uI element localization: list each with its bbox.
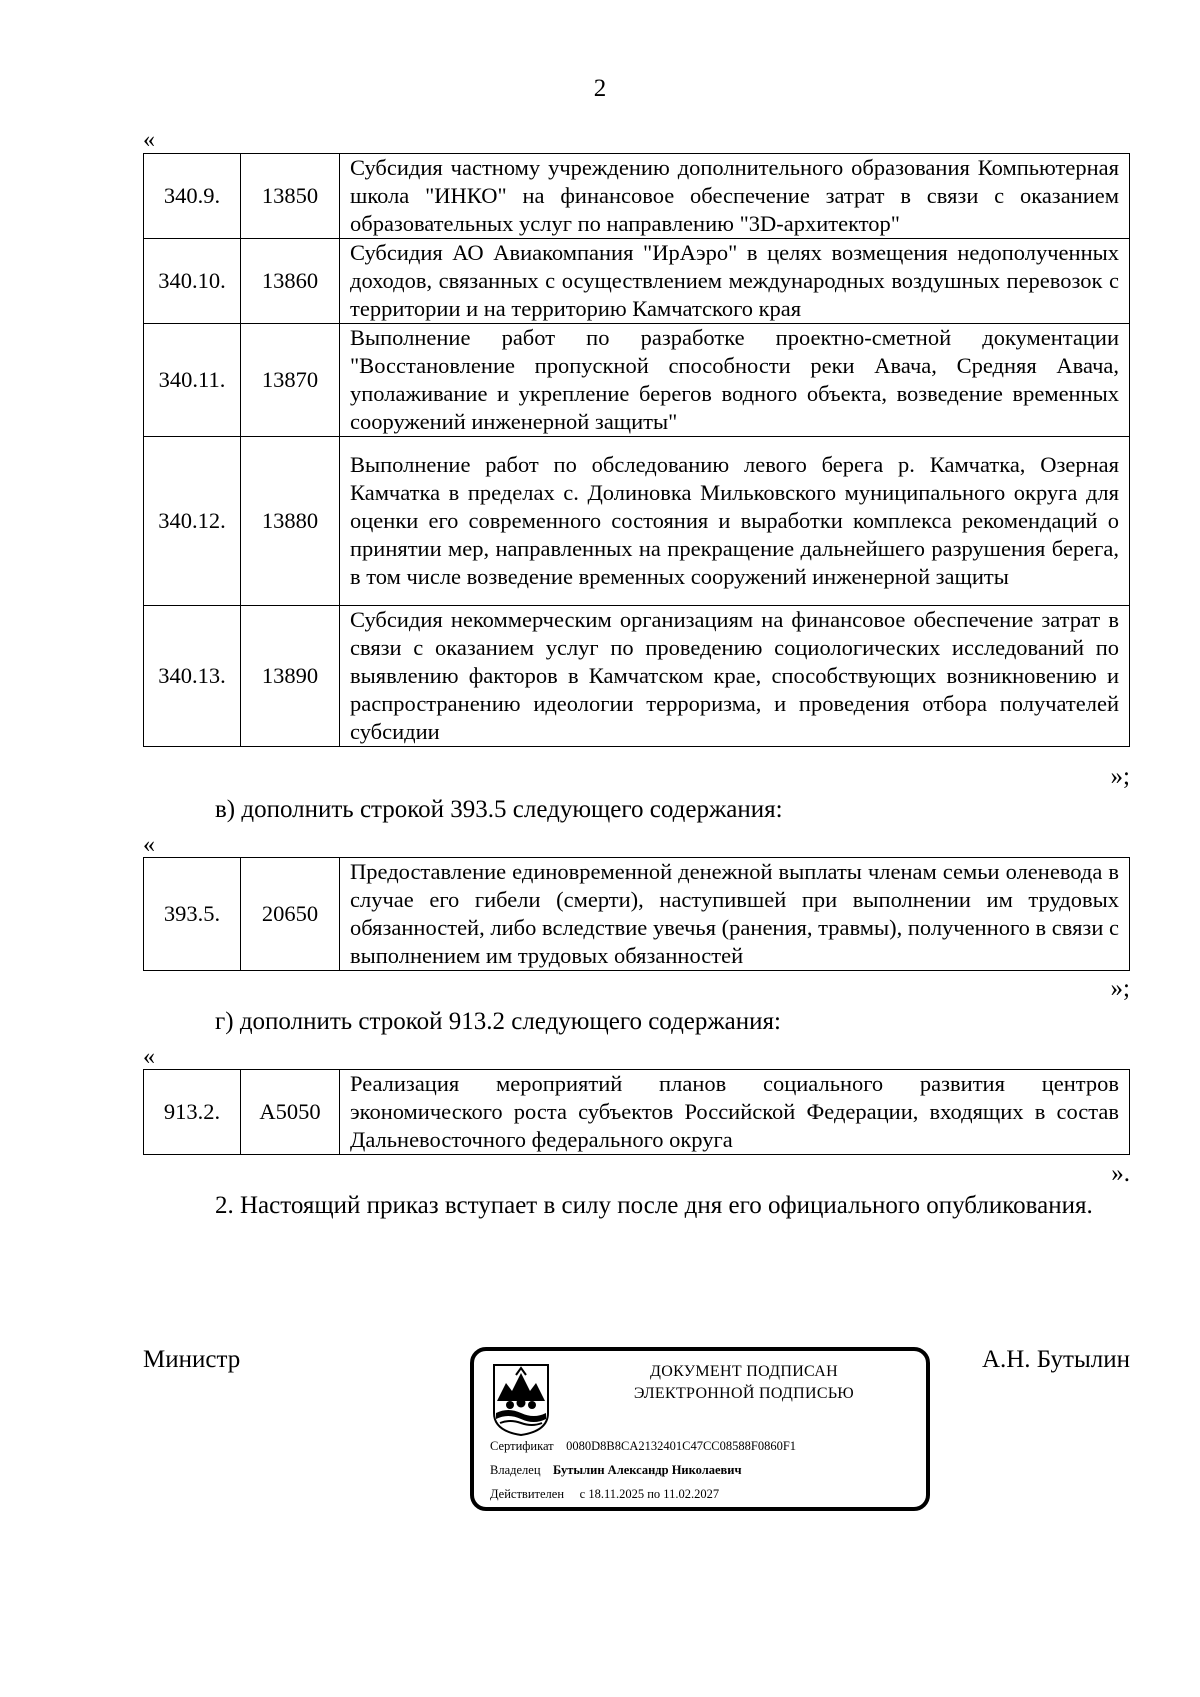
- table-row: [144, 606, 1130, 747]
- row-description: Реализация мероприятий планов социального развития центров экономического роста субъектов Российской Федерации, входящих в состав Дальневосточного федерального округа: [340, 1070, 1130, 1155]
- amendment-table-1: [143, 153, 1130, 747]
- quote-close: ».: [1111, 1160, 1130, 1187]
- row-number: 340.10.: [144, 239, 241, 324]
- row-description: Выполнение работ по разработке проектно-сметной документации "Восстановление пропускной способности реки Авача, Средняя Авача, уполаживание и укрепление берегов водного объекта, возведение временных сооружений инженерной защиты": [340, 324, 1130, 437]
- valid-label: Действителен: [490, 1487, 565, 1501]
- row-description: Субсидия АО Авиакомпания "ИрАэро" в целях возмещения недополученных доходов, связанных с осуществлением международных воздушных перевозок с территории и на территорию Камчатского края: [340, 239, 1130, 324]
- electronic-signature-stamp: [470, 1347, 930, 1511]
- row-description: Субсидия частному учреждению дополнительного образования Компьютерная школа "ИНКО" на финансовое обеспечение затрат в связи с оказанием образовательных услуг по направлению "3D-архитектор": [340, 154, 1130, 239]
- row-number: 393.5.: [144, 858, 241, 971]
- kamchatka-emblem-icon: [490, 1361, 552, 1437]
- quote-open: «: [143, 127, 155, 153]
- page-number: 2: [593, 75, 607, 102]
- section-v-heading: в) дополнить строкой 393.5 следующего содержания:: [215, 796, 783, 823]
- stamp-owner-row: [490, 1463, 742, 1478]
- section-g-heading: г) дополнить строкой 913.2 следующего содержания:: [215, 1008, 781, 1035]
- row-code: 13870: [241, 324, 340, 437]
- row-description: Субсидия некоммерческим организациям на финансовое обеспечение затрат в связи с оказанием услуг по проведению социологических исследований по выявлению факторов в Камчатском крае, способствующих возникновению и распространению идеологии терроризма, и проведения отбора получателей субсидии: [340, 606, 1130, 747]
- quote-open: «: [143, 1044, 155, 1070]
- table-row: [144, 324, 1130, 437]
- owner-value: Бутылин Александр Николаевич: [553, 1463, 742, 1477]
- table-row: [144, 858, 1130, 971]
- row-description: Выполнение работ по обследованию левого берега р. Камчатка, Озерная Камчатка в пределах с. Долиновка Мильковского муниципального округа для оценки его современного состояния и выработки комплекса рекомендаций о принятии мер, направленных на прекращение дальнейшего разрушения берега, в том числе возведение временных сооружений инженерной защиты: [340, 437, 1130, 606]
- quote-close: »;: [1110, 975, 1130, 1002]
- owner-label: Владелец: [490, 1463, 541, 1477]
- signer-position: Министр: [143, 1346, 241, 1373]
- clause-2: 2. Настоящий приказ вступает в силу после дня его официального опубликования.: [215, 1192, 1093, 1219]
- row-code: 13880: [241, 437, 340, 606]
- stamp-cert-row: [490, 1439, 796, 1454]
- quote-open: «: [143, 832, 155, 858]
- row-description: Предоставление единовременной денежной выплаты членам семьи оленевода в случае его гибели (смерти), наступившей при выполнении им трудовых обязанностей, либо вследствие увечья (ранения, травмы), полученного в связи с выполнением им трудовых обязанностей: [340, 858, 1130, 971]
- row-code: 13850: [241, 154, 340, 239]
- row-code: 20650: [241, 858, 340, 971]
- row-number: 340.13.: [144, 606, 241, 747]
- quote-close: »;: [1110, 763, 1130, 790]
- cert-label: Сертификат: [490, 1439, 554, 1453]
- table-row: [144, 239, 1130, 324]
- amendment-table-2: [143, 857, 1130, 971]
- stamp-title-line-1: ДОКУМЕНТ ПОДПИСАН: [650, 1363, 838, 1380]
- table-row: [144, 437, 1130, 606]
- row-number: 340.11.: [144, 324, 241, 437]
- stamp-title-line-2: ЭЛЕКТРОННОЙ ПОДПИСЬЮ: [633, 1385, 855, 1402]
- amendment-table-3: [143, 1069, 1130, 1155]
- row-number: 340.12.: [144, 437, 241, 606]
- row-number: 913.2.: [144, 1070, 241, 1155]
- row-code: 13890: [241, 606, 340, 747]
- stamp-valid-row: [490, 1487, 719, 1502]
- row-code: А5050: [241, 1070, 340, 1155]
- valid-value: с 18.11.2025 по 11.02.2027: [579, 1487, 720, 1501]
- table-row: [144, 154, 1130, 239]
- table-row: [144, 1070, 1130, 1155]
- row-code: 13860: [241, 239, 340, 324]
- cert-value: 0080D8B8CA2132401C47CC08588F0860F1: [566, 1439, 797, 1453]
- row-number: 340.9.: [144, 154, 241, 239]
- signer-name: А.Н. Бутылин: [981, 1346, 1130, 1373]
